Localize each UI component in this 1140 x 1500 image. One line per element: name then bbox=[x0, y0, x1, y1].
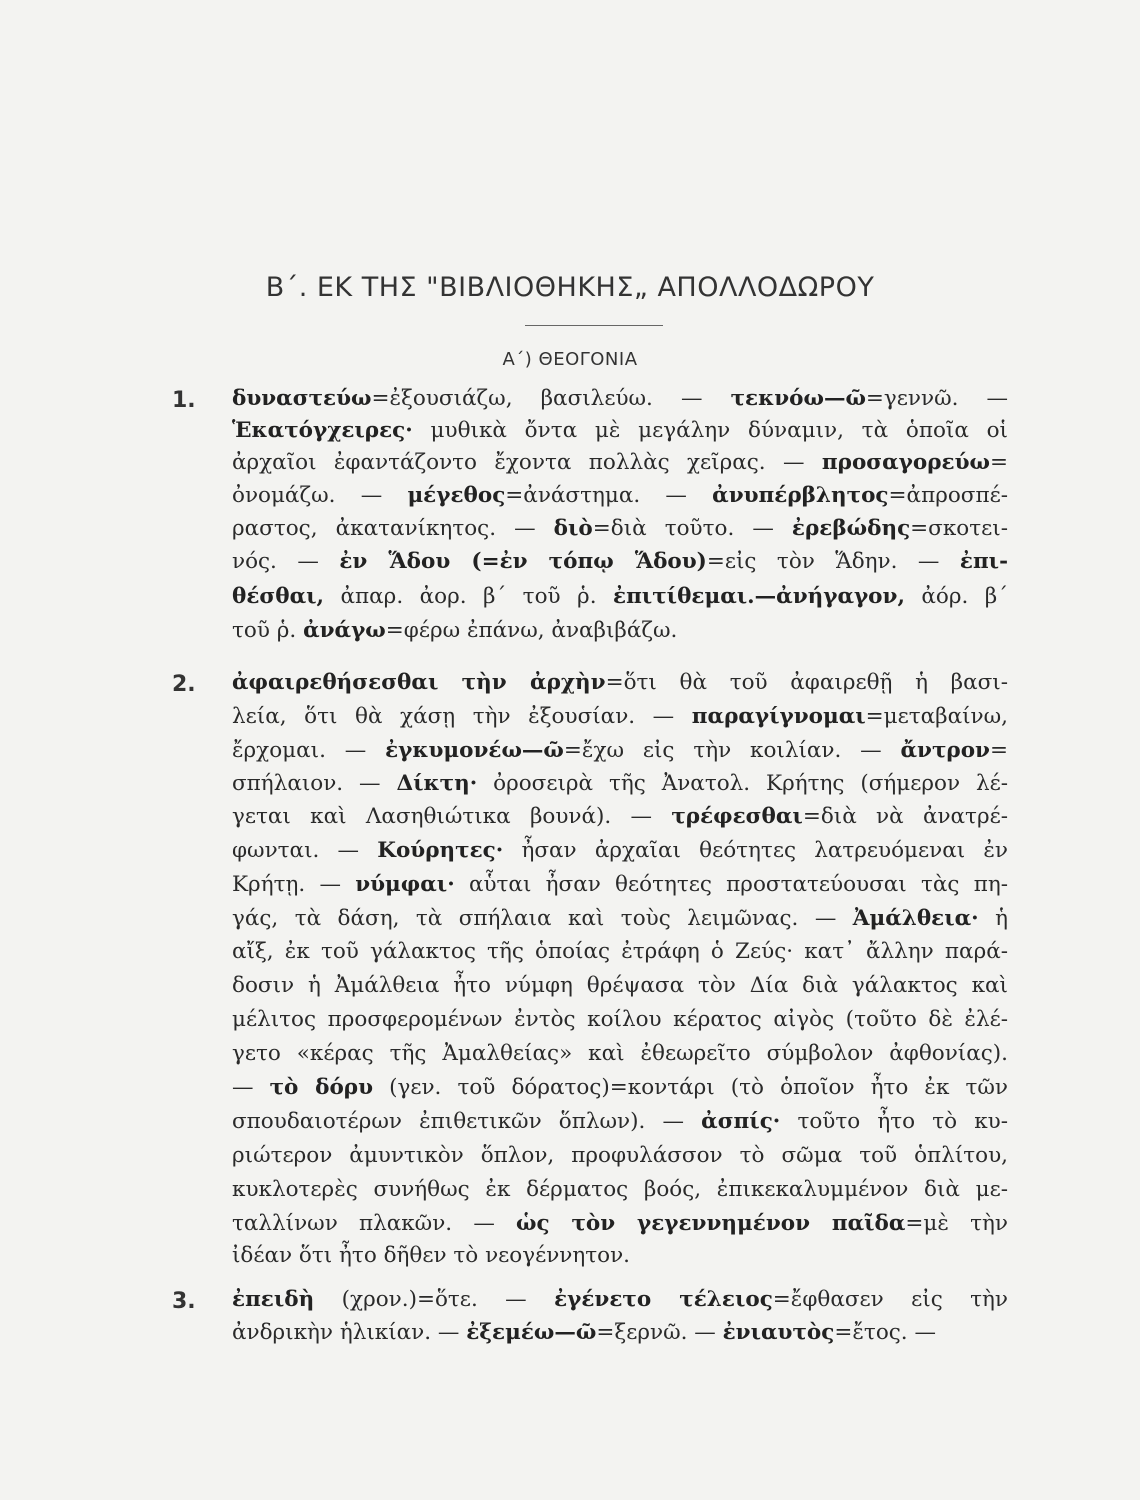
section-number: 3. bbox=[172, 1289, 196, 1314]
gloss-text: =μεταβαίνω, bbox=[865, 704, 1008, 729]
text-line bbox=[232, 672, 1008, 694]
gloss-text: ὀνομάζω. — bbox=[232, 483, 408, 508]
gloss-text: ριώτερον ἀμυντικὸν ὅπλον, προφυλάσσον τὸ σῶμα τοῦ ὁπλίτου, bbox=[232, 1143, 1008, 1168]
gloss-text: γεται καὶ Λασηθιώτικα βουνά). — bbox=[232, 804, 672, 829]
keyword: ἐγκυμονέω—ῶ bbox=[385, 738, 564, 763]
gloss-text: — bbox=[232, 1075, 270, 1100]
gloss-text: φωνται. — bbox=[232, 838, 378, 863]
keyword: δυναστεύω bbox=[232, 386, 372, 411]
text-line bbox=[232, 806, 1008, 828]
gloss-text: κυκλοτερὲς συνήθως ἐκ δέρματος βοός, ἐπικεκαλυμμένον διὰ με- bbox=[232, 1177, 1008, 1202]
keyword: τεκνόω—ῶ bbox=[730, 386, 866, 411]
gloss-text: τοῦτο ἦτο τὸ κυ- bbox=[780, 1109, 1008, 1134]
gloss-text: ἀρχαῖοι ἐφαντάζοντο ἔχοντα πολλὰς χεῖρας. — bbox=[232, 450, 822, 475]
gloss-text: =ἀπροσπέ- bbox=[888, 483, 1008, 508]
keyword: ἐνιαυτὸς bbox=[722, 1320, 835, 1345]
text-line bbox=[232, 1213, 1008, 1235]
section-subheading: Α΄) ΘΕΟΓΟΝΙΑ bbox=[502, 349, 638, 370]
gloss-text: ἀπαρ. ἀορ. β΄ τοῦ ῥ. bbox=[324, 584, 613, 609]
gloss-text: =διὰ τοῦτο. — bbox=[592, 516, 792, 541]
gloss-text: λεία, ὅτι θὰ χάσῃ τὴν ἐξουσίαν. — bbox=[232, 704, 692, 729]
gloss-text: ἀόρ. β΄ bbox=[904, 584, 1008, 609]
gloss-text: ἦσαν ἀρχαῖαι θεότητες λατρευόμεναι ἐν bbox=[503, 838, 1008, 863]
keyword: ἐπι- bbox=[959, 549, 1009, 574]
gloss-text: ραστος, ἀκατανίκητος. — bbox=[232, 516, 554, 541]
gloss-text: =εἰς τὸν Ἅδην. — bbox=[706, 549, 960, 574]
gloss-text: =γεννῶ. — bbox=[865, 386, 1009, 411]
text-line bbox=[232, 452, 1008, 474]
keyword: Κούρητες· bbox=[377, 838, 504, 863]
keyword: τὸ δόρυ bbox=[269, 1075, 374, 1100]
gloss-text: μυθικὰ ὄντα μὲ μεγάλην δύναμιν, τὰ ὁποῖα οἱ bbox=[412, 418, 1008, 443]
keyword: διὸ bbox=[553, 516, 593, 541]
gloss-text: (γεν. τοῦ δόρατος)=κοντάρι (τὸ ὁποῖον ἦτο ἐκ τῶν bbox=[373, 1075, 1008, 1100]
text-line bbox=[232, 773, 1008, 795]
text-line bbox=[232, 1179, 1008, 1201]
gloss-text: τοῦ ῥ. bbox=[232, 618, 304, 643]
text-line bbox=[232, 485, 1008, 507]
keyword: ἐπειδὴ bbox=[232, 1287, 315, 1312]
keyword: ἀνυπέρβλητος bbox=[712, 483, 889, 508]
gloss-text: νός. — bbox=[232, 549, 340, 574]
keyword: ἐρεβώδης bbox=[791, 516, 911, 541]
text-line bbox=[232, 1322, 1008, 1344]
text-line bbox=[232, 518, 1008, 540]
gloss-text: =μὲ τὴν bbox=[905, 1211, 1008, 1236]
text-line bbox=[232, 586, 1008, 608]
gloss-text: αἴξ, ἐκ τοῦ γάλακτος τῆς ὁποίας ἐτράφη ὁ Ζεύς· κατ᾽ ἄλλην παρά- bbox=[232, 939, 1008, 964]
section-number: 2. bbox=[172, 672, 196, 697]
page-heading: Β΄. ΕΚ ΤΗΣ "ΒΙΒΛΙΟΘΗΚΗΣ„ ΑΠΟΛΛΟΔΩΡΟΥ bbox=[265, 272, 875, 303]
keyword: νύμφαι· bbox=[355, 872, 455, 897]
gloss-text: =ἔχω εἰς τὴν κοιλίαν. — bbox=[563, 738, 901, 763]
text-line bbox=[232, 1043, 1008, 1065]
gloss-text: γετο «κέρας τῆς Ἀμαλθείας» καὶ ἐθεωρεῖτο σύμβολον ἀφθονίας). bbox=[232, 1041, 1008, 1066]
keyword: ἀφαιρεθήσεσθαι τὴν ἀρχὴν bbox=[232, 670, 606, 695]
text-line bbox=[232, 740, 1008, 762]
text-line bbox=[232, 706, 1008, 728]
gloss-text: ταλλίνων πλακῶν. — bbox=[232, 1211, 517, 1236]
gloss-text: γάς, τὰ δάση, τὰ σπήλαια καὶ τοὺς λειμῶνας. — bbox=[232, 906, 853, 931]
text-line bbox=[232, 840, 1008, 862]
gloss-text: =διὰ νὰ ἀνατρέ- bbox=[802, 804, 1008, 829]
text-line bbox=[232, 975, 1008, 997]
gloss-text: σπουδαιοτέρων ἐπιθετικῶν ὅπλων). — bbox=[232, 1109, 702, 1134]
text-line bbox=[232, 1077, 1008, 1099]
gloss-text: =ἐξουσιάζω, βασιλεύω. — bbox=[371, 386, 731, 411]
gloss-text: μέλιτος προσφερομένων ἐντὸς κοίλου κέρατος αἰγὸς (τοῦτο δὲ ἐλέ- bbox=[232, 1007, 1008, 1032]
gloss-text: =ξερνῶ. — bbox=[596, 1320, 723, 1345]
keyword: ἐξεμέω—ῶ bbox=[466, 1320, 597, 1345]
keyword: θέσθαι, bbox=[232, 584, 325, 609]
keyword: ἀνάγω bbox=[303, 618, 386, 643]
gloss-text: σπήλαιον. — bbox=[232, 771, 397, 796]
gloss-text: =φέρω ἐπάνω, ἀναβιβάζω. bbox=[385, 618, 678, 643]
gloss-text: =ὅτι θὰ τοῦ ἀφαιρεθῇ ἡ βασι- bbox=[605, 670, 1008, 695]
gloss-text: ἡ bbox=[978, 906, 1009, 931]
gloss-text: Κρήτῃ. — bbox=[232, 872, 356, 897]
keyword: ἄντρον bbox=[900, 738, 990, 763]
text-line bbox=[232, 874, 1008, 896]
text-line bbox=[232, 1289, 1008, 1311]
keyword: παραγίγνομαι bbox=[691, 704, 866, 729]
text-line bbox=[232, 1111, 1008, 1133]
heading-divider bbox=[525, 325, 663, 326]
section-number: 1. bbox=[172, 388, 196, 413]
gloss-text: αὗται ἦσαν θεότητες προστατεύουσαι τὰς πη- bbox=[454, 872, 1008, 897]
text-line bbox=[232, 420, 1008, 442]
text-line bbox=[232, 1009, 1008, 1031]
text-line bbox=[232, 1245, 1008, 1267]
keyword: ἀσπίς· bbox=[701, 1109, 781, 1134]
gloss-text: ἔρχομαι. — bbox=[232, 738, 386, 763]
text-line bbox=[232, 388, 1008, 410]
keyword: μέγεθος bbox=[407, 483, 506, 508]
gloss-text: = bbox=[989, 450, 1008, 475]
gloss-text: ἀνδρικὴν ἡλικίαν. — bbox=[232, 1320, 467, 1345]
keyword: ἐν Ἅδου (=ἐν τόπῳ Ἅδου) bbox=[339, 549, 707, 574]
text-line bbox=[232, 551, 1008, 573]
keyword: ἐπιτίθεμαι.—ἀνήγαγον, bbox=[613, 584, 905, 609]
text-line bbox=[232, 941, 1008, 963]
gloss-text: =σκοτει- bbox=[910, 516, 1008, 541]
keyword: τρέφεσθαι bbox=[671, 804, 803, 829]
keyword: προσαγορεύω bbox=[821, 450, 990, 475]
gloss-text: (χρον.)=ὅτε. — bbox=[314, 1287, 555, 1312]
text-line bbox=[232, 620, 1008, 642]
keyword: Ἑκατόγχειρες· bbox=[232, 418, 413, 443]
gloss-text: =ἀνάστημα. — bbox=[505, 483, 713, 508]
gloss-text: ἰδέαν ὅτι ἦτο δῆθεν τὸ νεογέννητον. bbox=[232, 1243, 630, 1268]
gloss-text: =ἔτος. — bbox=[834, 1320, 936, 1345]
keyword: ἐγένετο τέλειος bbox=[554, 1287, 773, 1312]
text-line bbox=[232, 1145, 1008, 1167]
gloss-text: δοσιν ἡ Ἀμάλθεια ἦτο νύμφη θρέψασα τὸν Δία διὰ γάλακτος καὶ bbox=[232, 973, 1008, 998]
gloss-text: = bbox=[989, 738, 1008, 763]
keyword: Δίκτη· bbox=[396, 771, 478, 796]
keyword: ὡς τὸν γεγεννημένον παῖδα bbox=[516, 1211, 906, 1236]
gloss-text: =ἔφθασεν εἰς τὴν bbox=[772, 1287, 1009, 1312]
text-line bbox=[232, 908, 1008, 930]
gloss-text: ὀροσειρὰ τῆς Ἀνατολ. Κρήτης (σήμερον λέ- bbox=[477, 771, 1008, 796]
keyword: Ἀμάλθεια· bbox=[852, 906, 979, 931]
